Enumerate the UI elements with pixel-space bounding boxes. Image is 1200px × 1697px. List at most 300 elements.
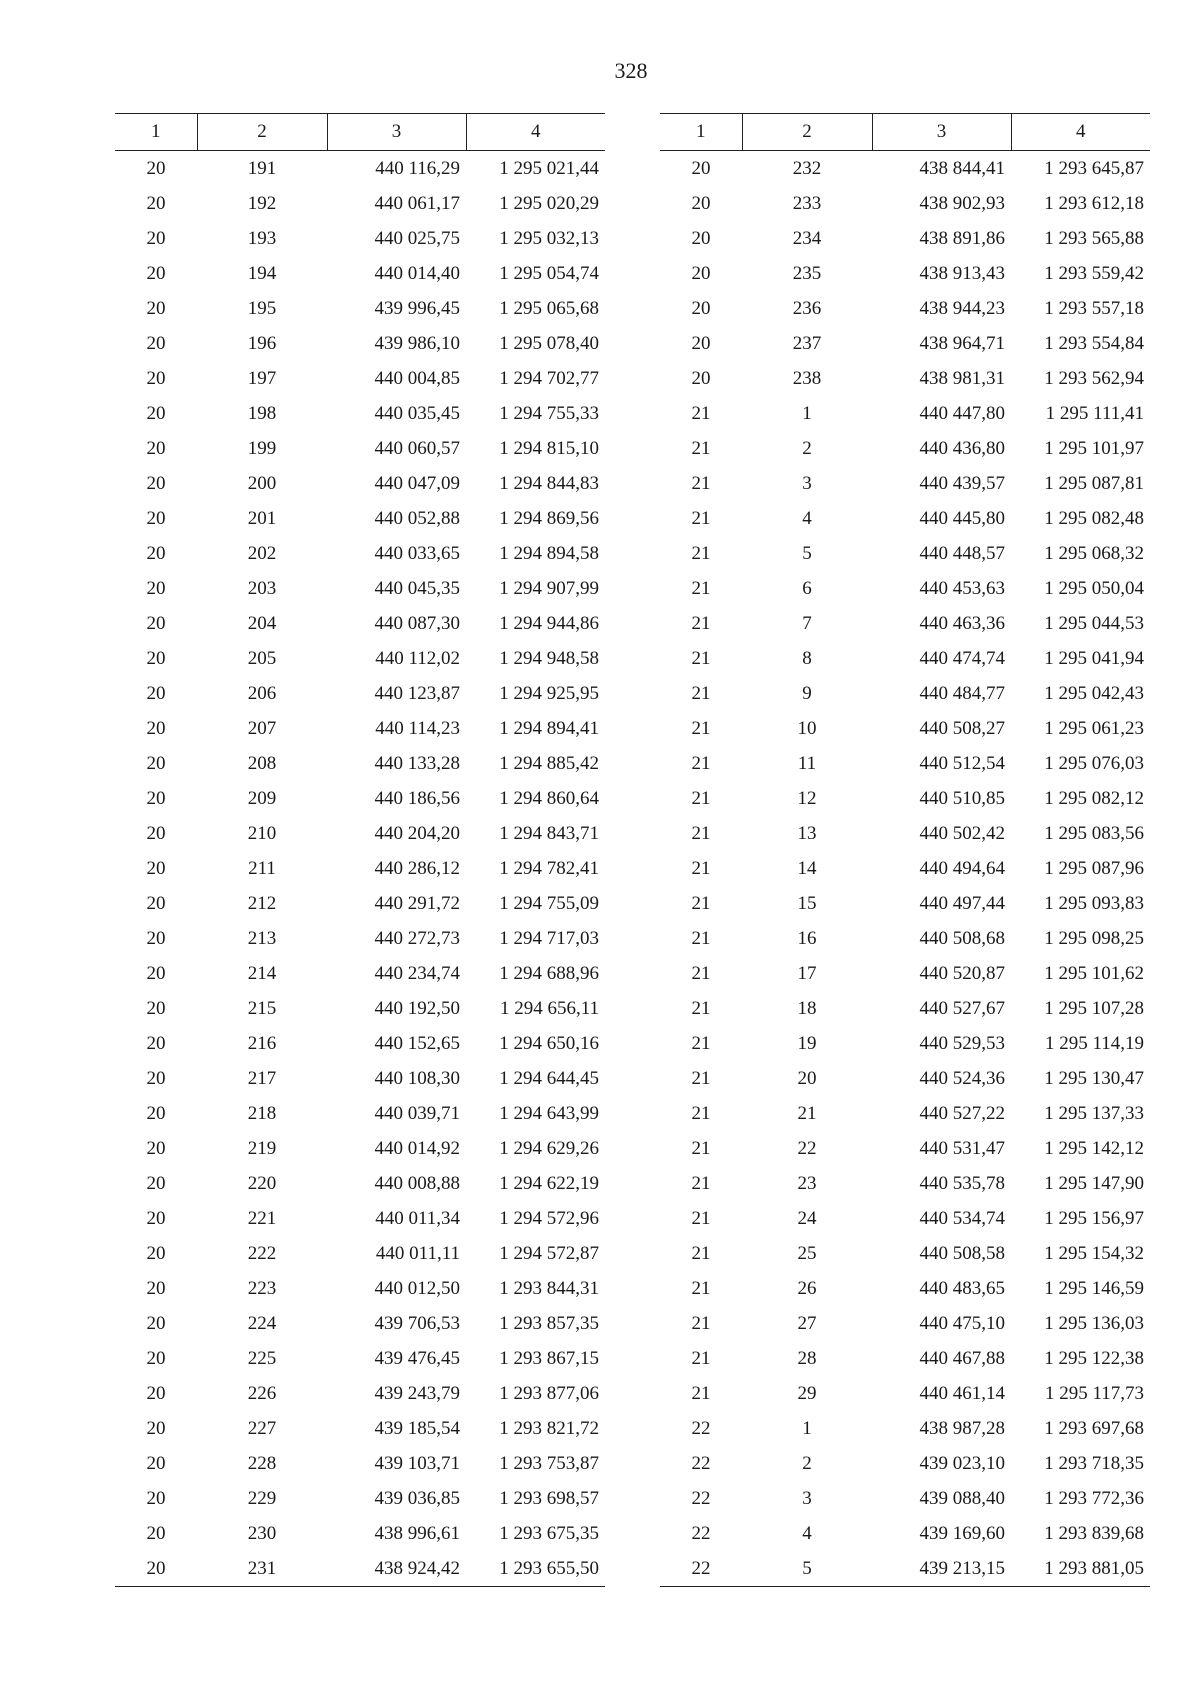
column-header-1: 1: [660, 114, 742, 151]
table-row: [115, 1271, 605, 1306]
table-cell-col-4: 1 294 688,96: [499, 962, 599, 984]
table-cell-col-1: 20: [146, 437, 166, 459]
table-cell-col-4: 1 294 572,87: [499, 1242, 599, 1264]
table-cell-col-1: 20: [146, 332, 166, 354]
table-cell-col-2: 193: [247, 227, 277, 249]
table-cell-col-4: 1 294 755,33: [499, 402, 599, 424]
table-cell-col-2: 237: [792, 332, 822, 354]
table-row: [660, 256, 1150, 291]
table-row: [115, 921, 605, 956]
table-row: [115, 291, 605, 326]
table-cell-col-4: 1 295 111,41: [1045, 402, 1144, 424]
table-cell-col-1: 20: [146, 612, 166, 634]
table-cell-col-4: 1 295 117,73: [1044, 1382, 1144, 1404]
table-cell-col-4: 1 295 142,12: [1044, 1137, 1144, 1159]
table-cell-col-2: 21: [797, 1102, 817, 1124]
table-cell-col-2: 198: [247, 402, 277, 424]
table-row: [660, 291, 1150, 326]
table-cell-col-3: 440 512,54: [919, 752, 1005, 774]
table-row: [660, 956, 1150, 991]
table-row: [660, 361, 1150, 396]
table-cell-col-2: 17: [797, 962, 817, 984]
table-cell-col-1: 20: [146, 682, 166, 704]
table-cell-col-2: 229: [247, 1487, 277, 1509]
table-cell-col-1: 20: [146, 1032, 166, 1054]
table-row: [115, 781, 605, 816]
table-row: [115, 1551, 605, 1587]
table-cell-col-2: 202: [247, 542, 277, 564]
table-cell-col-2: 23: [797, 1172, 817, 1194]
table-row: [115, 221, 605, 256]
table-cell-col-1: 20: [146, 1137, 166, 1159]
table-cell-col-3: 440 436,80: [919, 437, 1005, 459]
table-cell-col-2: 209: [247, 787, 277, 809]
table-cell-col-1: 22: [691, 1487, 711, 1509]
table-cell-col-4: 1 293 867,15: [499, 1347, 599, 1369]
table-cell-col-4: 1 295 083,56: [1044, 822, 1144, 844]
table-cell-col-4: 1 294 572,96: [499, 1207, 599, 1229]
table-cell-col-2: 236: [792, 297, 822, 319]
table-cell-col-4: 1 294 948,58: [499, 647, 599, 669]
column-header-1: 1: [115, 114, 197, 151]
table-row: [660, 1026, 1150, 1061]
table-cell-col-2: 211: [248, 857, 276, 879]
table-cell-col-2: 238: [792, 367, 822, 389]
table-cell-col-2: 230: [247, 1522, 277, 1544]
table-cell-col-3: 440 467,88: [919, 1347, 1005, 1369]
table-cell-col-2: 9: [802, 682, 812, 704]
table-cell-col-4: 1 295 068,32: [1044, 542, 1144, 564]
table-cell-col-1: 21: [691, 1102, 711, 1124]
table-row: [660, 991, 1150, 1026]
table-cell-col-3: 439 023,10: [919, 1452, 1005, 1474]
table-row: [660, 1481, 1150, 1516]
table-cell-col-2: 6: [802, 577, 812, 599]
table-cell-col-3: 440 012,50: [374, 1277, 460, 1299]
table-cell-col-2: 20: [797, 1067, 817, 1089]
table-cell-col-1: 21: [691, 857, 711, 879]
table-row: [660, 1061, 1150, 1096]
table-cell-col-3: 440 510,85: [919, 787, 1005, 809]
table-cell-col-3: 440 052,88: [374, 507, 460, 529]
table-cell-col-3: 440 448,57: [919, 542, 1005, 564]
table-cell-col-2: 2: [802, 437, 812, 459]
table-row: [660, 1411, 1150, 1446]
table-row: [115, 326, 605, 361]
table-cell-col-4: 1 295 065,68: [499, 297, 599, 319]
column-header-4: 4: [466, 114, 605, 151]
table-row: [115, 956, 605, 991]
table-cell-col-2: 28: [797, 1347, 817, 1369]
table-cell-col-3: 440 529,53: [919, 1032, 1005, 1054]
table-row: [115, 1446, 605, 1481]
table-cell-col-2: 217: [247, 1067, 277, 1089]
table-cell-col-4: 1 294 656,11: [499, 997, 599, 1019]
table-cell-col-4: 1 295 042,43: [1044, 682, 1144, 704]
table-cell-col-2: 27: [797, 1312, 817, 1334]
table-cell-col-4: 1 295 032,13: [499, 227, 599, 249]
table-cell-col-3: 438 987,28: [919, 1417, 1005, 1439]
table-cell-col-4: 1 295 020,29: [499, 192, 599, 214]
table-cell-col-4: 1 295 107,28: [1044, 997, 1144, 1019]
table-cell-col-2: 224: [247, 1312, 277, 1334]
table-cell-col-4: 1 293 772,36: [1044, 1487, 1144, 1509]
table-cell-col-3: 440 484,77: [919, 682, 1005, 704]
table-cell-col-2: 221: [247, 1207, 277, 1229]
table-cell-col-4: 1 294 815,10: [499, 437, 599, 459]
table-cell-col-2: 233: [792, 192, 822, 214]
table-cell-col-2: 200: [247, 472, 277, 494]
table-row: [115, 186, 605, 221]
table-cell-col-3: 439 213,15: [872, 1551, 1011, 1587]
table-cell-col-1: 20: [146, 1102, 166, 1124]
table-row: [660, 431, 1150, 466]
table-cell-col-4: 1 293 562,94: [1044, 367, 1144, 389]
table-cell-col-2: 206: [247, 682, 277, 704]
table-row: [115, 606, 605, 641]
table-cell-col-1: 21: [691, 822, 711, 844]
table-cell-col-2: 4: [802, 1522, 812, 1544]
table-cell-col-3: 439 476,45: [374, 1347, 460, 1369]
table-row: [115, 396, 605, 431]
table-cell-col-4: 1 294 844,83: [499, 472, 599, 494]
table-cell-col-3: 440 527,22: [919, 1102, 1005, 1124]
table-cell-col-3: 440 524,36: [919, 1067, 1005, 1089]
table-cell-col-3: 440 035,45: [374, 402, 460, 424]
table-cell-col-3: 440 234,74: [374, 962, 460, 984]
table-row: [115, 746, 605, 781]
table-cell-col-4: 1 295 054,74: [499, 262, 599, 284]
column-header-4: 4: [1011, 114, 1150, 151]
table-cell-col-4: 1 295 137,33: [1044, 1102, 1144, 1124]
table-row: [115, 816, 605, 851]
table-cell-col-3: 440 508,27: [919, 717, 1005, 739]
table-cell-col-3: 440 133,28: [374, 752, 460, 774]
table-cell-col-4: 1 295 082,12: [1044, 787, 1144, 809]
table-cell-col-2: 22: [797, 1137, 817, 1159]
table-row: [115, 1131, 605, 1166]
table-cell-col-3: 440 453,63: [919, 577, 1005, 599]
table-cell-col-3: 440 461,14: [919, 1382, 1005, 1404]
table-cell-col-1: 20: [146, 1277, 166, 1299]
table-cell-col-1: 20: [146, 1347, 166, 1369]
table-cell-col-1: 20: [691, 227, 711, 249]
table-cell-col-3: 440 508,68: [919, 927, 1005, 949]
table-cell-col-2: 235: [792, 262, 822, 284]
table-cell-col-1: 20: [691, 262, 711, 284]
table-row: [660, 1236, 1150, 1271]
table-cell-col-2: 219: [247, 1137, 277, 1159]
table-header-row: [660, 114, 1150, 151]
table-cell-col-1: 21: [691, 1312, 711, 1334]
table-cell-col-1: 20: [146, 192, 166, 214]
table-cell-col-1: 20: [146, 577, 166, 599]
table-cell-col-2: 213: [247, 927, 277, 949]
table-cell-col-1: 20: [146, 1312, 166, 1334]
table-cell-col-4: 1 295 136,03: [1044, 1312, 1144, 1334]
table-cell-col-1: 20: [146, 1522, 166, 1544]
table-cell-col-4: 1 294 894,41: [499, 717, 599, 739]
table-cell-col-3: 440 008,88: [374, 1172, 460, 1194]
table-cell-col-2: 216: [247, 1032, 277, 1054]
table-cell-col-3: 440 535,78: [919, 1172, 1005, 1194]
table-row: [660, 1201, 1150, 1236]
table-row: [660, 1131, 1150, 1166]
table-row: [660, 151, 1150, 187]
table-cell-col-1: 21: [691, 577, 711, 599]
table-cell-col-3: 440 108,30: [374, 1067, 460, 1089]
table-cell-col-4: 1 294 925,95: [499, 682, 599, 704]
table-cell-col-2: 192: [247, 192, 277, 214]
table-cell-col-4: 1 293 655,50: [466, 1551, 605, 1587]
table-cell-col-1: 21: [691, 1347, 711, 1369]
table-cell-col-4: 1 294 650,16: [499, 1032, 599, 1054]
table-row: [115, 851, 605, 886]
table-row: [660, 186, 1150, 221]
table-cell-col-2: 29: [797, 1382, 817, 1404]
table-row: [115, 1236, 605, 1271]
table-cell-col-3: 438 902,93: [919, 192, 1005, 214]
table-cell-col-1: 20: [146, 822, 166, 844]
table-cell-col-4: 1 293 844,31: [499, 1277, 599, 1299]
table-row: [660, 221, 1150, 256]
table-cell-col-3: 440 447,80: [919, 402, 1005, 424]
table-cell-col-3: 440 047,09: [374, 472, 460, 494]
table-cell-col-2: 11: [797, 752, 817, 774]
table-cell-col-2: 16: [797, 927, 817, 949]
table-cell-col-2: 18: [797, 997, 817, 1019]
table-cell-col-4: 1 293 554,84: [1044, 332, 1144, 354]
table-row: [115, 711, 605, 746]
table-cell-col-2: 25: [797, 1242, 817, 1264]
table-cell-col-2: 197: [247, 367, 277, 389]
table-cell-col-3: 439 986,10: [374, 332, 460, 354]
table-cell-col-2: 3: [802, 1487, 812, 1509]
table-cell-col-2: 201: [247, 507, 277, 529]
table-row: [115, 501, 605, 536]
table-cell-col-1: 20: [146, 857, 166, 879]
table-cell-col-3: 440 204,20: [374, 822, 460, 844]
table-row: [115, 886, 605, 921]
table-cell-col-4: 1 294 885,42: [499, 752, 599, 774]
table-cell-col-2: 199: [247, 437, 277, 459]
table-cell-col-4: 1 295 093,83: [1044, 892, 1144, 914]
table-row: [115, 676, 605, 711]
table-cell-col-4: 1 295 101,97: [1044, 437, 1144, 459]
table-cell-col-1: 21: [691, 1172, 711, 1194]
table-cell-col-4: 1 293 565,88: [1044, 227, 1144, 249]
table-row: [660, 1306, 1150, 1341]
table-cell-col-4: 1 294 944,86: [499, 612, 599, 634]
table-cell-col-3: 440 004,85: [374, 367, 460, 389]
table-row: [660, 676, 1150, 711]
table-cell-col-4: 1 295 122,38: [1044, 1347, 1144, 1369]
column-header-3: 3: [872, 114, 1011, 151]
table-cell-col-4: 1 293 698,57: [499, 1487, 599, 1509]
table-cell-col-3: 440 474,74: [919, 647, 1005, 669]
table-cell-col-2: 223: [247, 1277, 277, 1299]
table-cell-col-1: 20: [146, 157, 166, 179]
table-cell-col-4: 1 294 755,09: [499, 892, 599, 914]
table-cell-col-3: 439 036,85: [374, 1487, 460, 1509]
table-cell-col-2: 10: [797, 717, 817, 739]
table-cell-col-4: 1 294 629,26: [499, 1137, 599, 1159]
table-cell-col-4: 1 294 907,99: [499, 577, 599, 599]
table-row: [115, 571, 605, 606]
table-cell-col-4: 1 294 702,77: [499, 367, 599, 389]
table-cell-col-3: 440 483,65: [919, 1277, 1005, 1299]
table-row: [115, 1096, 605, 1131]
table-row: [115, 1376, 605, 1411]
table-cell-col-3: 440 011,11: [375, 1242, 460, 1264]
table-cell-col-2: 13: [797, 822, 817, 844]
table-row: [115, 431, 605, 466]
table-row: [660, 606, 1150, 641]
table-cell-col-1: 21: [691, 1032, 711, 1054]
table-cell-col-1: 21: [691, 507, 711, 529]
table-cell-col-3: 438 996,61: [374, 1522, 460, 1544]
table-cell-col-1: 21: [691, 717, 711, 739]
table-cell-col-2: 8: [802, 647, 812, 669]
table-cell-col-3: 440 534,74: [919, 1207, 1005, 1229]
table-cell-col-2: 226: [247, 1382, 277, 1404]
table-cell-col-3: 440 508,58: [919, 1242, 1005, 1264]
table-cell-col-4: 1 294 860,64: [499, 787, 599, 809]
table-cell-col-3: 440 033,65: [374, 542, 460, 564]
table-row: [115, 536, 605, 571]
table-cell-col-4: 1 295 087,81: [1044, 472, 1144, 494]
table-cell-col-3: 440 291,72: [374, 892, 460, 914]
table-cell-col-3: 440 192,50: [374, 997, 460, 1019]
table-cell-col-3: 439 185,54: [374, 1417, 460, 1439]
table-row: [115, 1341, 605, 1376]
table-cell-col-2: 1: [802, 402, 812, 424]
table-cell-col-3: 440 497,44: [919, 892, 1005, 914]
table-cell-col-1: 20: [146, 542, 166, 564]
table-cell-col-4: 1 293 718,35: [1044, 1452, 1144, 1474]
table-cell-col-2: 191: [247, 157, 277, 179]
table-cell-col-2: 204: [247, 612, 277, 634]
table-cell-col-2: 208: [247, 752, 277, 774]
table-row: [660, 1516, 1150, 1551]
table-cell-col-1: 21: [691, 1242, 711, 1264]
coordinates-table-left: [115, 113, 605, 1587]
table-cell-col-3: 438 924,42: [327, 1551, 466, 1587]
table-cell-col-4: 1 295 021,44: [499, 157, 599, 179]
table-cell-col-1: 20: [146, 1067, 166, 1089]
table-cell-col-4: 1 295 098,25: [1044, 927, 1144, 949]
table-cell-col-2: 15: [797, 892, 817, 914]
table-cell-col-4: 1 293 839,68: [1044, 1522, 1144, 1544]
table-cell-col-1: 21: [691, 1277, 711, 1299]
table-cell-col-2: 220: [247, 1172, 277, 1194]
table-cell-col-4: 1 293 675,35: [499, 1522, 599, 1544]
table-cell-col-1: 21: [691, 892, 711, 914]
table-cell-col-2: 227: [247, 1417, 277, 1439]
table-cell-col-3: 440 025,75: [374, 227, 460, 249]
table-cell-col-4: 1 294 843,71: [499, 822, 599, 844]
table-cell-col-2: 14: [797, 857, 817, 879]
table-cell-col-1: 21: [691, 997, 711, 1019]
table-cell-col-3: 440 502,42: [919, 822, 1005, 844]
table-cell-col-1: 20: [146, 1172, 166, 1194]
table-cell-col-3: 440 520,87: [919, 962, 1005, 984]
table-row: [660, 1166, 1150, 1201]
table-cell-col-4: 1 293 821,72: [499, 1417, 599, 1439]
table-cell-col-2: 24: [797, 1207, 817, 1229]
table-cell-col-1: 20: [691, 297, 711, 319]
table-cell-col-1: 20: [146, 647, 166, 669]
table-row: [115, 151, 605, 187]
table-cell-col-3: 439 088,40: [919, 1487, 1005, 1509]
table-row: [660, 851, 1150, 886]
table-cell-col-3: 440 116,29: [375, 157, 460, 179]
table-cell-col-4: 1 293 697,68: [1044, 1417, 1144, 1439]
table-cell-col-1: 20: [146, 962, 166, 984]
table-cell-col-1: 20: [146, 1487, 166, 1509]
table-row: [660, 641, 1150, 676]
table-cell-col-4: 1 294 869,56: [499, 507, 599, 529]
table-cell-col-3: 440 494,64: [919, 857, 1005, 879]
page-number: 328: [614, 58, 648, 83]
table-row: [660, 501, 1150, 536]
table-cell-col-2: 19: [797, 1032, 817, 1054]
table-cell-col-3: 439 103,71: [374, 1452, 460, 1474]
table-cell-col-1: 20: [146, 1417, 166, 1439]
table-cell-col-1: 20: [146, 402, 166, 424]
table-cell-col-1: 21: [691, 612, 711, 634]
table-cell-col-1: 21: [691, 1207, 711, 1229]
table-cell-col-3: 440 286,12: [374, 857, 460, 879]
table-row: [115, 256, 605, 291]
table-row: [660, 711, 1150, 746]
table-cell-col-3: 440 060,57: [374, 437, 460, 459]
table-cell-col-1: 20: [691, 157, 711, 179]
table-cell-col-4: 1 295 156,97: [1044, 1207, 1144, 1229]
table-row: [115, 1306, 605, 1341]
table-cell-col-2: 3: [802, 472, 812, 494]
table-row: [660, 816, 1150, 851]
table-cell-col-4: 1 295 146,59: [1044, 1277, 1144, 1299]
table-cell-col-2: 194: [247, 262, 277, 284]
table-cell-col-4: 1 295 114,19: [1044, 1032, 1144, 1054]
table-cell-col-2: 4: [802, 507, 812, 529]
table-cell-col-2: 1: [802, 1417, 812, 1439]
table-cell-col-2: 207: [247, 717, 277, 739]
table-cell-col-4: 1 294 643,99: [499, 1102, 599, 1124]
table-cell-col-4: 1 295 130,47: [1044, 1067, 1144, 1089]
table-cell-col-3: 440 531,47: [919, 1137, 1005, 1159]
table-cell-col-1: 22: [691, 1522, 711, 1544]
table-cell-col-1: 20: [146, 1452, 166, 1474]
table-cell-col-3: 440 527,67: [919, 997, 1005, 1019]
table-cell-col-4: 1 293 559,42: [1044, 262, 1144, 284]
table-cell-col-1: 20: [146, 927, 166, 949]
table-cell-col-2: 212: [247, 892, 277, 914]
table-cell-col-4: 1 295 050,04: [1044, 577, 1144, 599]
table-row: [115, 1411, 605, 1446]
table-cell-col-4: 1 293 612,18: [1044, 192, 1144, 214]
table-cell-col-3: 439 243,79: [374, 1382, 460, 1404]
table-cell-col-4: 1 293 857,35: [499, 1312, 599, 1334]
table-cell-col-1: 20: [146, 892, 166, 914]
table-row: [115, 1061, 605, 1096]
table-cell-col-4: 1 294 717,03: [499, 927, 599, 949]
table-cell-col-3: 440 152,65: [374, 1032, 460, 1054]
table-cell-col-2: 5: [742, 1551, 872, 1587]
table-cell-col-4: 1 293 645,87: [1044, 157, 1144, 179]
table-cell-col-1: 21: [691, 962, 711, 984]
